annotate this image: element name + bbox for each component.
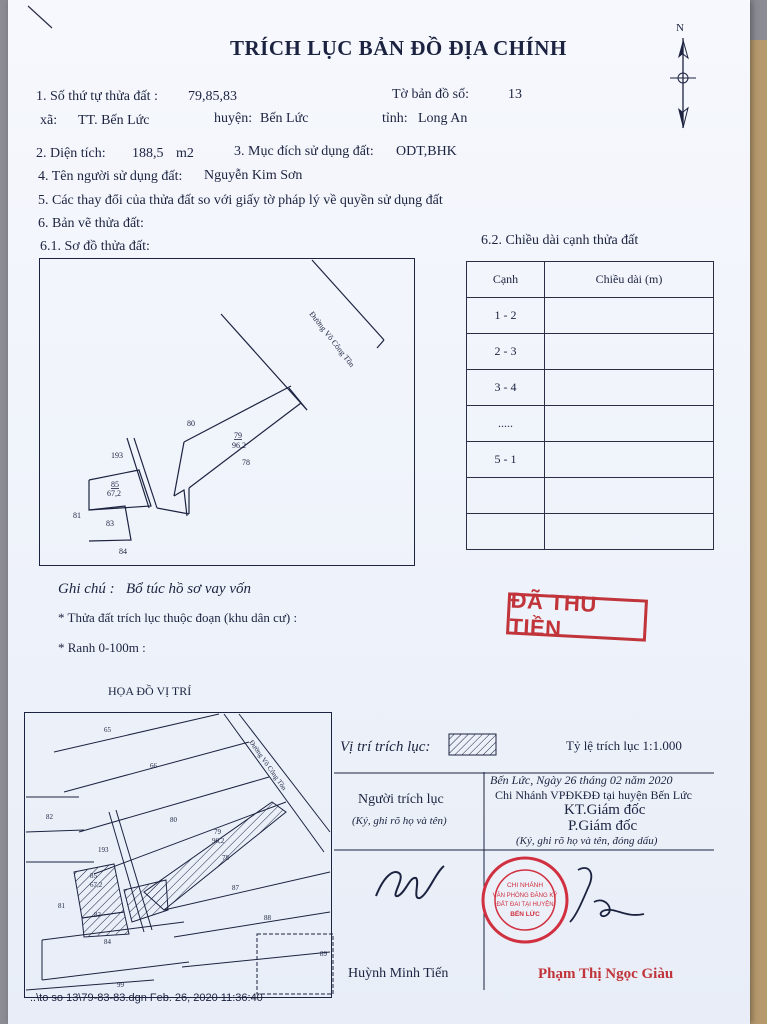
table-cell-edge: 2 - 3 xyxy=(467,334,545,370)
parcel-number-label: 1. Số thứ tự thửa đất : xyxy=(36,89,158,104)
location-parcel-81: 81 xyxy=(58,902,65,910)
corner-mark xyxy=(26,4,56,30)
table-cell-edge: ..... xyxy=(467,406,545,442)
location-parcel-66: 66 xyxy=(150,762,157,770)
location-road-label: Đường Võ Công Tồn xyxy=(247,738,289,792)
owner-value: Nguyễn Kim Sơn xyxy=(204,168,303,183)
map-parcel-80: 80 xyxy=(187,419,195,428)
map-parcel-78: 78 xyxy=(242,458,250,467)
commune-label: xã: xyxy=(40,113,58,128)
document-title: TRÍCH LỤC BẢN ĐỒ ĐỊA CHÍNH xyxy=(230,36,567,60)
district-value: Bến Lức xyxy=(260,111,309,126)
table-cell-edge xyxy=(467,478,545,514)
zone-note: * Thửa đất trích lục thuộc đoạn (khu dân cư) : xyxy=(58,610,298,625)
seal-line-3: ĐẤT ĐAI TẠI HUYỆN xyxy=(496,902,554,908)
location-parcel-83: 83 xyxy=(94,911,101,919)
map-road-label: Đường Võ Công Tồn xyxy=(307,309,357,369)
signature-left xyxy=(370,856,450,916)
map-parcel-85: 85 xyxy=(111,480,119,489)
location-parcel-84: 84 xyxy=(104,938,111,946)
map-sheet-label: Tờ bản đồ số: xyxy=(392,87,470,102)
file-footer: ..\to so 13\79-83-83.dgn Feb. 26, 2020 11:36:40 xyxy=(30,992,263,1004)
map-sheet-value: 13 xyxy=(508,87,522,102)
drawing-line: 6. Bản vẽ thửa đất: xyxy=(38,216,144,231)
district-label: huyện: xyxy=(214,111,253,126)
location-parcel-65: 65 xyxy=(104,726,111,734)
location-parcel-87: 87 xyxy=(232,884,239,892)
sign-note-left: (Ký, ghi rõ họ và tên) xyxy=(352,815,447,827)
location-parcel-88: 88 xyxy=(264,914,271,922)
extractor-title: Người trích lục xyxy=(358,792,444,807)
location-parcel-85: 85 xyxy=(90,872,97,880)
map-parcel-83: 83 xyxy=(106,519,114,528)
signature-right xyxy=(548,862,648,932)
province-value: Long An xyxy=(418,111,468,126)
location-parcel-80: 80 xyxy=(170,816,177,824)
area-unit: m2 xyxy=(176,146,194,161)
seal-line-2: VĂN PHÒNG ĐĂNG KÝ xyxy=(492,893,558,899)
map-parcel-81: 81 xyxy=(73,511,81,520)
location-parcel-79-area: 96,2 xyxy=(212,837,225,845)
map-parcel-79-area: 96,2 xyxy=(232,441,246,450)
paid-stamp: ĐÃ THU TIỀN xyxy=(506,592,648,641)
location-parcel-78: 78 xyxy=(222,854,229,862)
location-parcel-79: 79 xyxy=(214,828,221,836)
boundary-note: * Ranh 0-100m : xyxy=(58,640,146,655)
province-label: tỉnh: xyxy=(382,111,408,126)
map-parcel-193: 193 xyxy=(111,451,123,460)
location-parcel-85-area: 67,2 xyxy=(90,881,103,889)
table-row xyxy=(467,442,714,478)
table-row xyxy=(467,334,714,370)
table-cell-edge xyxy=(467,514,545,550)
commune-value: TT. Bến Lức xyxy=(78,113,150,128)
table-row xyxy=(467,406,714,442)
table-cell-edge: 1 - 2 xyxy=(467,298,545,334)
table-row xyxy=(467,514,714,550)
owner-label: 4. Tên người sử dụng đất: xyxy=(38,169,183,184)
signer-name: Phạm Thị Ngọc Giàu xyxy=(538,966,674,982)
table-cell-edge: 3 - 4 xyxy=(467,370,545,406)
seal-line-1: CHI NHÁNH xyxy=(506,882,544,889)
seal-line-4: BẾN LỨC xyxy=(510,911,540,918)
area-label: 2. Diện tích: xyxy=(36,146,106,161)
hatch-legend-icon xyxy=(448,733,498,757)
north-label: N xyxy=(676,22,684,34)
land-use-value: ODT,BHK xyxy=(396,144,457,159)
table-row xyxy=(467,478,714,514)
branch-line: Chi Nhánh VPĐKĐĐ tại huyện Bến Lức xyxy=(495,788,692,802)
map-parcel-85-area: 67,2 xyxy=(107,489,121,498)
parcel-number-value: 79,85,83 xyxy=(188,89,237,104)
scale-text: Tỷ lệ trích lục 1:1.000 xyxy=(566,738,682,753)
location-parcel-89: 89 xyxy=(320,950,327,958)
document-sheet xyxy=(8,0,750,1024)
area-value: 188,5 xyxy=(132,146,164,161)
table-header-length: Chiều dài (m) xyxy=(545,262,714,298)
note-value: Bổ túc hồ sơ vay vốn xyxy=(126,581,252,597)
parcel-diagram xyxy=(39,258,419,570)
location-map-title: HỌA ĐỒ VỊ TRÍ xyxy=(108,684,192,698)
location-map xyxy=(24,712,334,1002)
parcel-diagram-label: 6.1. Sơ đồ thửa đất: xyxy=(40,239,150,254)
background-surface xyxy=(750,40,767,1024)
table-cell-edge: 5 - 1 xyxy=(467,442,545,478)
edge-length-label: 6.2. Chiều dài cạnh thửa đất xyxy=(481,233,639,248)
north-arrow-icon xyxy=(668,36,698,132)
map-parcel-79: 79 xyxy=(234,431,242,440)
sign-note-right: (Ký, ghi rõ họ và tên, đóng dấu) xyxy=(516,835,658,847)
divider-line xyxy=(334,848,716,852)
extractor-name: Huỳnh Minh Tiến xyxy=(348,966,449,981)
date-line: Bến Lức, Ngày 26 tháng 02 năm 2020 xyxy=(490,773,673,787)
map-parcel-84: 84 xyxy=(119,547,127,556)
table-header-edge: Cạnh xyxy=(467,262,545,298)
location-parcel-82: 82 xyxy=(46,813,53,821)
location-parcel-193: 193 xyxy=(98,846,109,854)
legend-label: Vị trí trích lục: xyxy=(340,739,431,755)
changes-line: 5. Các thay đổi của thửa đất so với giấy tờ pháp lý về quyền sử dụng đất xyxy=(38,193,443,208)
note-label: Ghi chú : xyxy=(58,581,115,597)
edge-length-table xyxy=(466,261,714,550)
table-row xyxy=(467,370,714,406)
location-parcel-99: 99 xyxy=(117,981,124,989)
table-row xyxy=(467,298,714,334)
land-use-label: 3. Mục đích sử dụng đất: xyxy=(234,144,374,159)
vice-director-title: P.Giám đốc xyxy=(568,818,638,834)
director-title: KT.Giám đốc xyxy=(564,802,646,818)
